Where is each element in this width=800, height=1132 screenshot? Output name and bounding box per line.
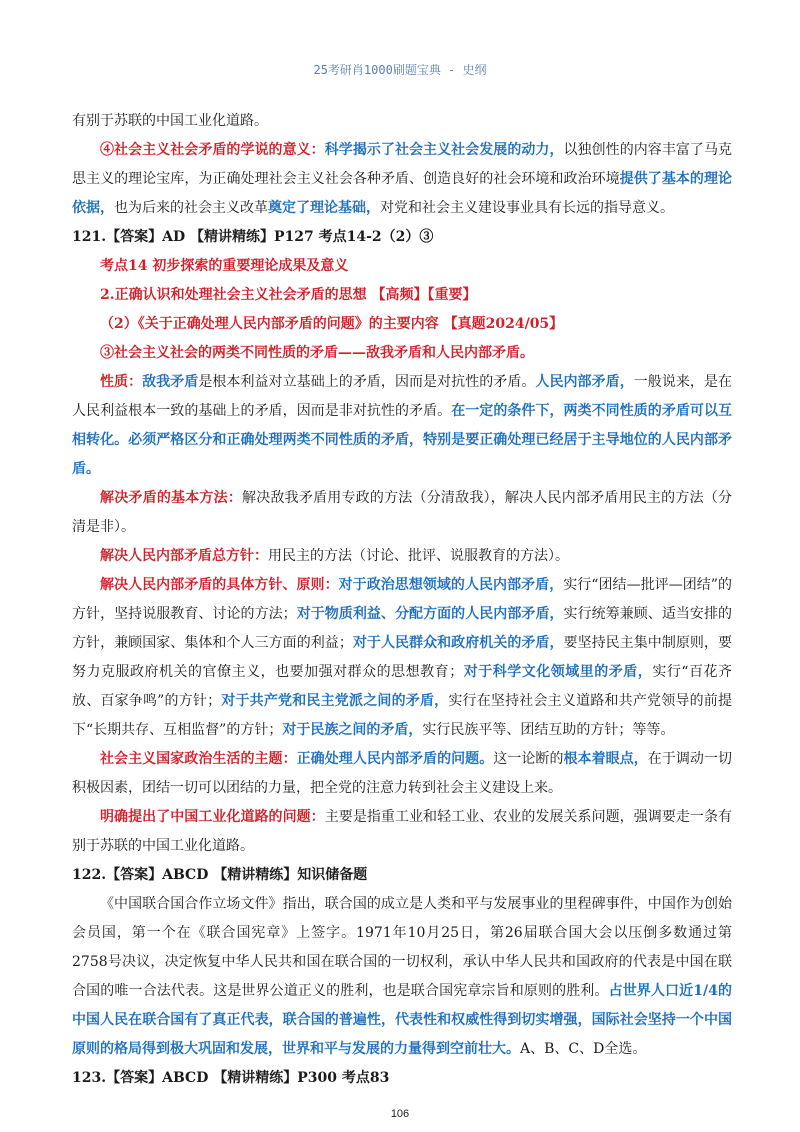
text-span: 一般说来，是在人民利益根本一致的基础上的矛盾，因而是非对抗性的矛盾。 bbox=[72, 374, 733, 419]
paragraph-industrialization bbox=[72, 803, 732, 861]
answer-121-heading: 121.【答案】AD 【精讲精练】P127 考点14-2（2）③ bbox=[72, 229, 434, 245]
text-span: 实行在坚持社会主义道路和共产党领导的前提下“长期共存、互相监督”的方针； bbox=[72, 693, 732, 738]
red-heading: 明确提出了中国工业化道路的问题： bbox=[100, 809, 325, 825]
text-span: 以独创性的内容丰富了马克思主义的理论宝库，为正确处理社会主义社会各种矛盾、创造良好的社会环境和政治环境 bbox=[72, 142, 733, 187]
text-span: 要坚持民主集中制原则，要努力克服政府机关的官僚主义，也要加强对群众的思想教育； bbox=[72, 635, 733, 680]
point-subheading: ③社会主义社会的两类不同性质的矛盾——敌我矛盾和人民内部矛盾。 bbox=[100, 345, 534, 361]
red-heading: 社会主义国家政治生活的主题： bbox=[100, 751, 297, 767]
text-span: 实行统筹兼顾、适当安排的方针，兼顾国家、集体和个人三方面的利益； bbox=[72, 606, 733, 651]
text-span: 主要是指重工业和轻工业、农业的发展关系问题，强调要走一条有别于苏联的中国工业化道路。 bbox=[72, 809, 733, 854]
blue-highlight: 正确处理人民内部矛盾的问题。 bbox=[296, 751, 494, 767]
blue-highlight: 奠定了理论基础， bbox=[268, 200, 380, 216]
red-heading: 解决人民内部矛盾的具体方针、原则： bbox=[100, 577, 339, 593]
answer-123-heading: 123.【答案】ABCD 【精讲精练】P300 考点83 bbox=[72, 1070, 390, 1086]
page-header: 25考研肖1000刷题宝典 - 史纲 bbox=[313, 63, 487, 77]
blue-highlight: 敌我矛盾 bbox=[142, 374, 199, 390]
blue-highlight: 占世界人口近1/4的中国人民在联合国有了真正代表，联合国的普遍性，代表性和权威性得到切实增强，国际社会坚持一个中国原则的格局得到极大巩固和发展，世界和平与发展的力量得到空前壮大。 bbox=[72, 983, 732, 1057]
blue-highlight: 对于人民群众和政府机关的矛盾， bbox=[352, 635, 564, 651]
text-span: 用民主的方法（讨论、批评、说服教育的方法）。 bbox=[268, 548, 569, 564]
blue-highlight: 对于政治思想领域的人民内部矛盾， bbox=[338, 577, 564, 593]
point-subheading: 2.正确认识和处理社会主义社会矛盾的思想 【高频】【重要】 bbox=[100, 287, 477, 303]
text-span: 实行“百花齐放、百家争鸣”的方针； bbox=[72, 664, 733, 709]
answer-122-heading: 122.【答案】ABCD 【精讲精练】知识储备题 bbox=[72, 867, 368, 883]
point-subheading: （2）《关于正确处理人民内部矛盾的问题》的主要内容 【真题2024/05】 bbox=[100, 316, 564, 332]
paragraph-significance bbox=[72, 136, 732, 223]
point-heading: 考点14 初步探索的重要理论成果及意义 bbox=[100, 258, 349, 274]
blue-highlight: 对于物质利益、分配方面的人民内部矛盾， bbox=[296, 606, 564, 622]
text-span: 实行“团结—批评—团结”的方针，坚持说服教育、讨论的方法； bbox=[72, 577, 732, 622]
text-span: 《中国联合国合作立场文件》指出，联合国的成立是人类和平与发展事业的里程碑事件，中国作为创始会员国，第一个在《联合国宪章》上签字。1971年10月25日，第26届联合国大会以压倒多数通过第 2758号决议，决定恢复中华人民共和国在联合国的一切权利，承认中华人民共和国政府的代表是中国在联合国的唯一合法代表。这是世界公道正义的胜利，也是联合国宪章宗旨和原则的胜利。 bbox=[72, 896, 732, 999]
red-heading: ④社会主义社会矛盾的学说的意义： bbox=[100, 142, 325, 158]
text-span: 对党和社会主义建设事业具有长远的指导意义。 bbox=[380, 200, 674, 216]
paragraph-policy bbox=[72, 542, 732, 571]
blue-highlight: 对于民族之间的矛盾， bbox=[282, 722, 423, 738]
blue-highlight: 对于共产党和民主党派之间的矛盾， bbox=[221, 693, 449, 709]
blue-highlight: 人民内部矛盾， bbox=[535, 374, 634, 390]
red-heading: 解决人民内部矛盾总方针： bbox=[100, 548, 268, 564]
text-span: 也为后来的社会主义改革 bbox=[114, 200, 268, 216]
blue-highlight: 提供了基本的理论依据， bbox=[72, 171, 733, 216]
blue-highlight: 科学揭示了社会主义社会发展的动力， bbox=[324, 142, 564, 158]
paragraph bbox=[72, 107, 732, 136]
page-number: 106 bbox=[390, 1108, 410, 1120]
page-body bbox=[72, 107, 732, 1093]
paragraph-method bbox=[72, 484, 732, 542]
blue-highlight: 在一定的条件下，两类不同性质的矛盾可以互相转化。必须严格区分和正确处理两类不同性质的矛盾，特别是要正确处理已经居于主导地位的人民内部矛盾。 bbox=[72, 403, 733, 477]
paragraph-un bbox=[72, 890, 732, 1064]
blue-highlight: 根本着眼点， bbox=[563, 751, 648, 767]
blue-highlight: 对于科学文化领域里的矛盾， bbox=[463, 664, 653, 680]
text-span: 这一论断的 bbox=[493, 751, 564, 767]
text-span: A、B、C、D全选。 bbox=[520, 1041, 647, 1057]
paragraph-specific bbox=[72, 571, 732, 745]
text-span: 是根本利益对立基础上的矛盾，因而是对抗性的矛盾。 bbox=[198, 374, 536, 390]
red-heading: 性质： bbox=[100, 374, 143, 390]
text-span: 实行民族平等、团结互助的方针；等等。 bbox=[422, 722, 675, 738]
paragraph-nature bbox=[72, 368, 732, 484]
text-span: 在于调动一切积极因素，团结一切可以团结的力量，把全党的注意力转到社会主义建设上来。 bbox=[72, 751, 733, 796]
red-heading: 解决矛盾的基本方法： bbox=[100, 490, 243, 506]
text-span: 解决敌我矛盾用专政的方法（分清敌我），解决人民内部矛盾用民主的方法（分清是非）。 bbox=[72, 490, 732, 535]
text-line: 有别于苏联的中国工业化道路。 bbox=[72, 113, 268, 129]
paragraph-theme bbox=[72, 745, 732, 803]
